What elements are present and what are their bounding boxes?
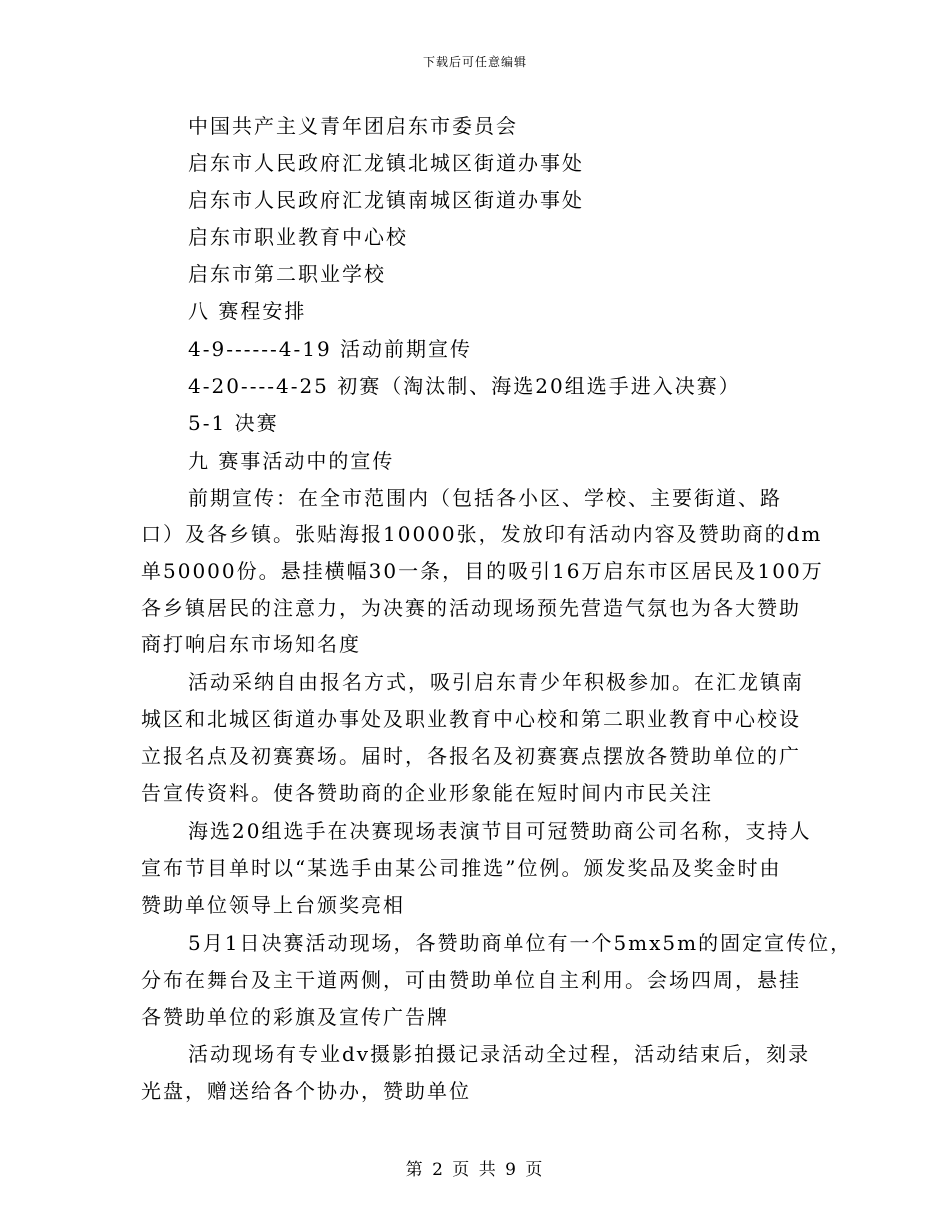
paragraph-line: 宣布节目单时以“某选手由某公司推选”位例。颁发奖品及奖金时由 xyxy=(141,856,782,880)
paragraph-line: 分布在舞台及主干道两侧，可由赞助单位自主利用。会场四周，悬挂 xyxy=(141,968,801,992)
text-line: 启东市第二职业学校 xyxy=(188,262,386,286)
text-line: 启东市职业教育中心校 xyxy=(188,225,408,249)
paragraph-line: 各赞助单位的彩旗及宣传广告牌 xyxy=(141,1005,449,1029)
paragraph-line: 口）及各乡镇。张贴海报10000张，发放印有活动内容及赞助商的dm xyxy=(141,522,823,546)
paragraph-line: 5月1日决赛活动现场，各赞助商单位有一个5mx5m的固定宣传位， xyxy=(188,931,853,955)
text-line: 启东市人民政府汇龙镇南城区街道办事处 xyxy=(188,188,584,212)
paragraph-line: 赞助单位领导上台颁奖亮相 xyxy=(141,893,405,917)
paragraph-line: 光盘，赠送给各个协办，赞助单位 xyxy=(141,1079,471,1103)
paragraph-line: 告宣传资料。使各赞助商的企业形象能在短时间内市民关注 xyxy=(141,781,713,805)
section-heading: 八 赛程安排 xyxy=(188,299,307,323)
paragraph-line: 前期宣传：在全市范围内（包括各小区、学校、主要街道、路 xyxy=(188,486,782,510)
paragraph-line: 立报名点及初赛赛场。届时，各报名及初赛赛点摆放各赞助单位的广 xyxy=(141,744,801,768)
paragraph-line: 商打响启东市场知名度 xyxy=(141,632,361,656)
paragraph-line: 海选20组选手在决赛现场表演节目可冠赞助商公司名称，支持人 xyxy=(188,819,812,843)
paragraph-line: 活动现场有专业dv摄影拍摄记录活动全过程，活动结束后，刻录 xyxy=(188,1042,811,1066)
page-number: 第 2 页 共 9 页 xyxy=(405,1160,545,1180)
paragraph-line: 城区和北城区街道办事处及职业教育中心校和第二职业教育中心校设 xyxy=(141,707,801,731)
paragraph-line: 活动采纳自由报名方式，吸引启东青少年积极参加。在汇龙镇南 xyxy=(188,670,804,694)
page-header-note: 下载后可任意编辑 xyxy=(422,55,527,69)
paragraph-line: 单50000份。悬挂横幅30一条，目的吸引16万启东市区居民及100万 xyxy=(141,559,824,583)
text-line: 中国共产主义青年团启东市委员会 xyxy=(188,114,518,138)
paragraph-line: 各乡镇居民的注意力，为决赛的活动现场预先营造气氛也为各大赞助 xyxy=(141,596,801,620)
schedule-line: 4-9------4-19 活动前期宣传 xyxy=(188,337,473,361)
schedule-line: 4-20----4-25 初赛（淘汰制、海选20组选手进入决赛） xyxy=(188,374,741,398)
section-heading: 九 赛事活动中的宣传 xyxy=(188,449,395,473)
schedule-line: 5-1 决赛 xyxy=(188,411,279,435)
text-line: 启东市人民政府汇龙镇北城区街道办事处 xyxy=(188,151,584,175)
